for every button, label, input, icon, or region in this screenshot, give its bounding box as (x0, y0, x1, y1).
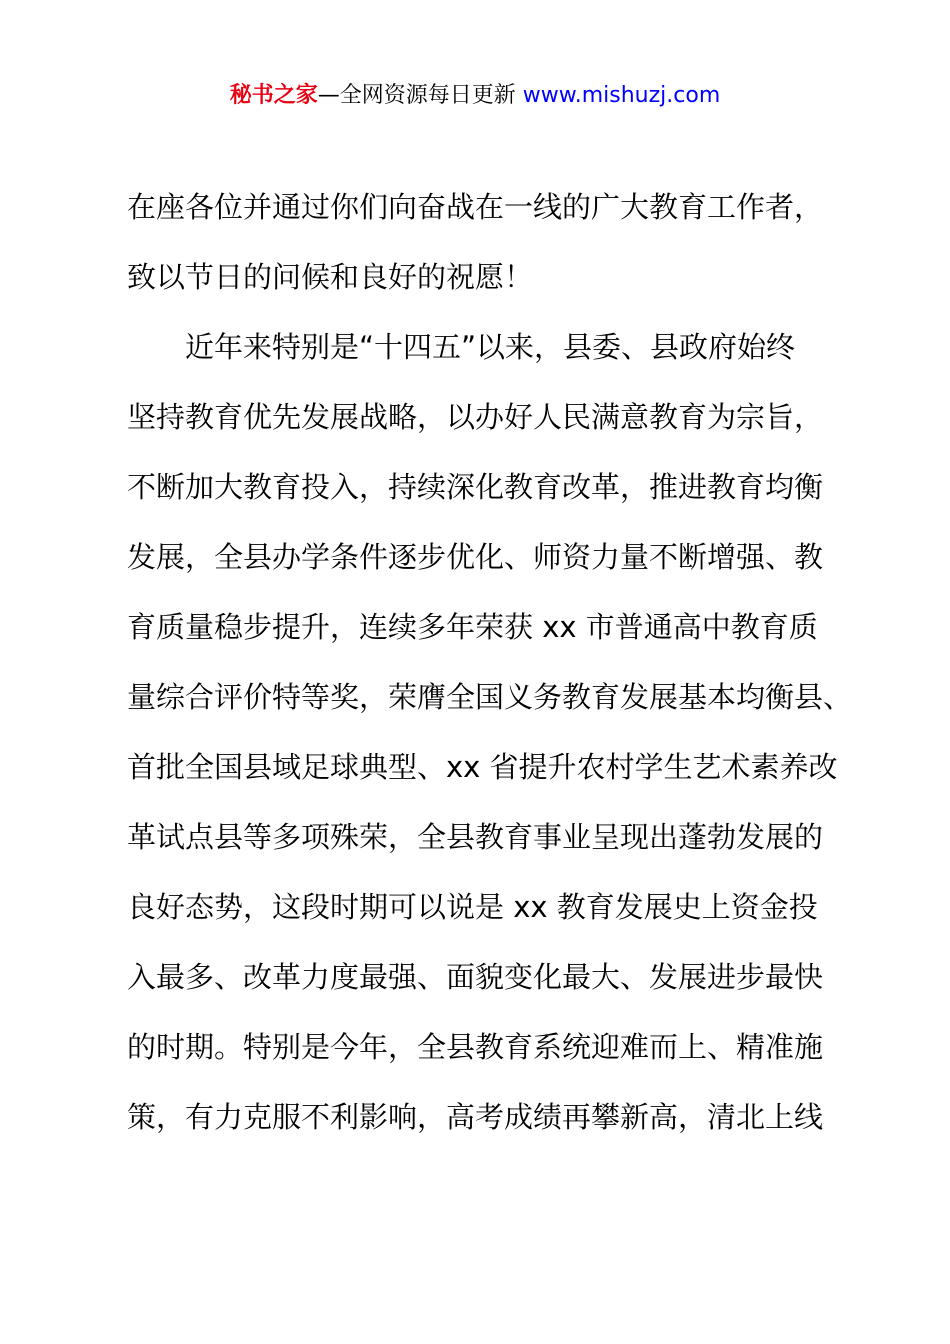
document-body (127, 172, 853, 1152)
website-link[interactable]: www.mishuzj.com (522, 83, 721, 108)
brand-name: 秘书之家 (229, 83, 318, 108)
text-line: 致以节日的问候和良好的祝愿！ (127, 260, 534, 294)
text-line: 量综合评价特等奖，荣膺全国义务教育发展基本均衡县、 (127, 680, 853, 714)
text-line: 的时期。特别是今年，全县教育系统迎难而上、精准施 (127, 1030, 824, 1064)
text-line: 革试点县等多项殊荣，全县教育事业呈现出蓬勃发展的 (127, 820, 824, 854)
text-line: 入最多、改革力度最强、面貌变化最大、发展进步最快 (127, 960, 824, 994)
paragraph-start-line: 近年来特别是“十四五”以来，县委、县政府始终 (185, 330, 796, 364)
text-line: 在座各位并通过你们向奋战在一线的广大教育工作者， (127, 190, 824, 224)
text-line: 发展，全县办学条件逐步优化、师资力量不断增强、教 (127, 540, 824, 574)
header-tagline: —全网资源每日更新 (317, 83, 516, 108)
text-line: 不断加大教育投入，持续深化教育改革，推进教育均衡 (127, 470, 824, 504)
text-line: 策，有力克服不利影响，高考成绩再攀新高，清北上线 (127, 1100, 824, 1134)
text-line: 良好态势，这段时期可以说是 xx 教育发展史上资金投 (127, 890, 818, 924)
text-line: 坚持教育优先发展战略，以办好人民满意教育为宗旨， (127, 400, 824, 434)
page-header (0, 80, 950, 112)
text-line: 育质量稳步提升，连续多年荣获 xx 市普通高中教育质 (127, 610, 818, 644)
text-line: 首批全国县域足球典型、xx 省提升农村学生艺术素养改 (127, 750, 838, 784)
